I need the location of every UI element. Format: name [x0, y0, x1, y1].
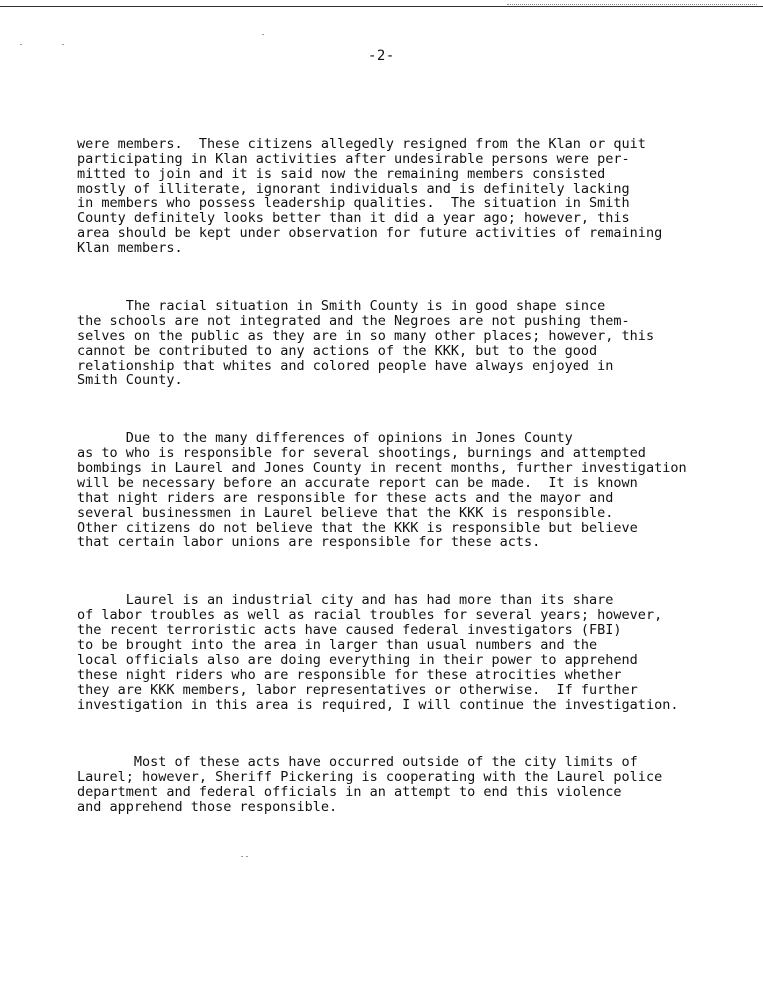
paragraph-jones-county: Due to the many differences of opinions in Jones County as to who is responsible for several shootings, burnings and attempted bombings in Laurel and Jones County in recent months, further investigation will be necessary before an accurate report can be made. It is known that night riders are responsible for these acts and the mayor and several businessmen in Laurel believe that the KKK is responsible. Other citizens do not believe that the KKK is responsible but believe that certain labor unions are responsible for these acts. — [77, 430, 687, 551]
scan-speck — [262, 34, 264, 35]
scan-speck — [20, 44, 22, 45]
scan-speck — [62, 44, 64, 45]
paragraph-racial-situation: The racial situation in Smith County is in good shape since the schools are not integrated and the Negroes are not pushing them- selves on the public as they are in so many other places; however, this cannot be contributed to any actions of the KKK, but to the good relationship that whites and colored people have always enjoyed in Smith County. — [77, 297, 655, 389]
top-edge-dotted-rule — [507, 0, 757, 5]
paragraph-laurel-industrial: Laurel is an industrial city and has had more than its share of labor troubles as well as racial troubles for several years; however, the recent terroristic acts have caused federal investigators (FBI) to be brought into the area in larger than usual numbers and the local officials also are doing everything in their power to apprehend these night riders who are responsible for these atrocities whether they are KKK members, labor representatives or otherwise. If further investigation in this area is required, I will continue the investigation. — [77, 592, 679, 713]
scan-speck — [246, 856, 248, 857]
page-number: -2- — [368, 48, 395, 64]
scan-speck — [241, 856, 243, 857]
document-body — [77, 107, 763, 843]
paragraph-sheriff-cooperation: Most of these acts have occurred outside of the city limits of Laurel; however, Sheriff Pickering is cooperating with the Laurel police department and federal officials in an attempt to end this violence and apprehend those responsible. — [77, 754, 663, 815]
paragraph-klan-membership: were members. These citizens allegedly resigned from the Klan or quit participating in Klan activities after undesirable persons were per- mitted to join and it is said now the remaining members consisted mostly of illiterate, ignorant individuals and is definitely lacking in members who possess leadership qualities. The situation in Smith County definitely looks better than it did a year ago; however, this area should be kept under observation for future activities of remaining Klan members. — [77, 135, 663, 257]
